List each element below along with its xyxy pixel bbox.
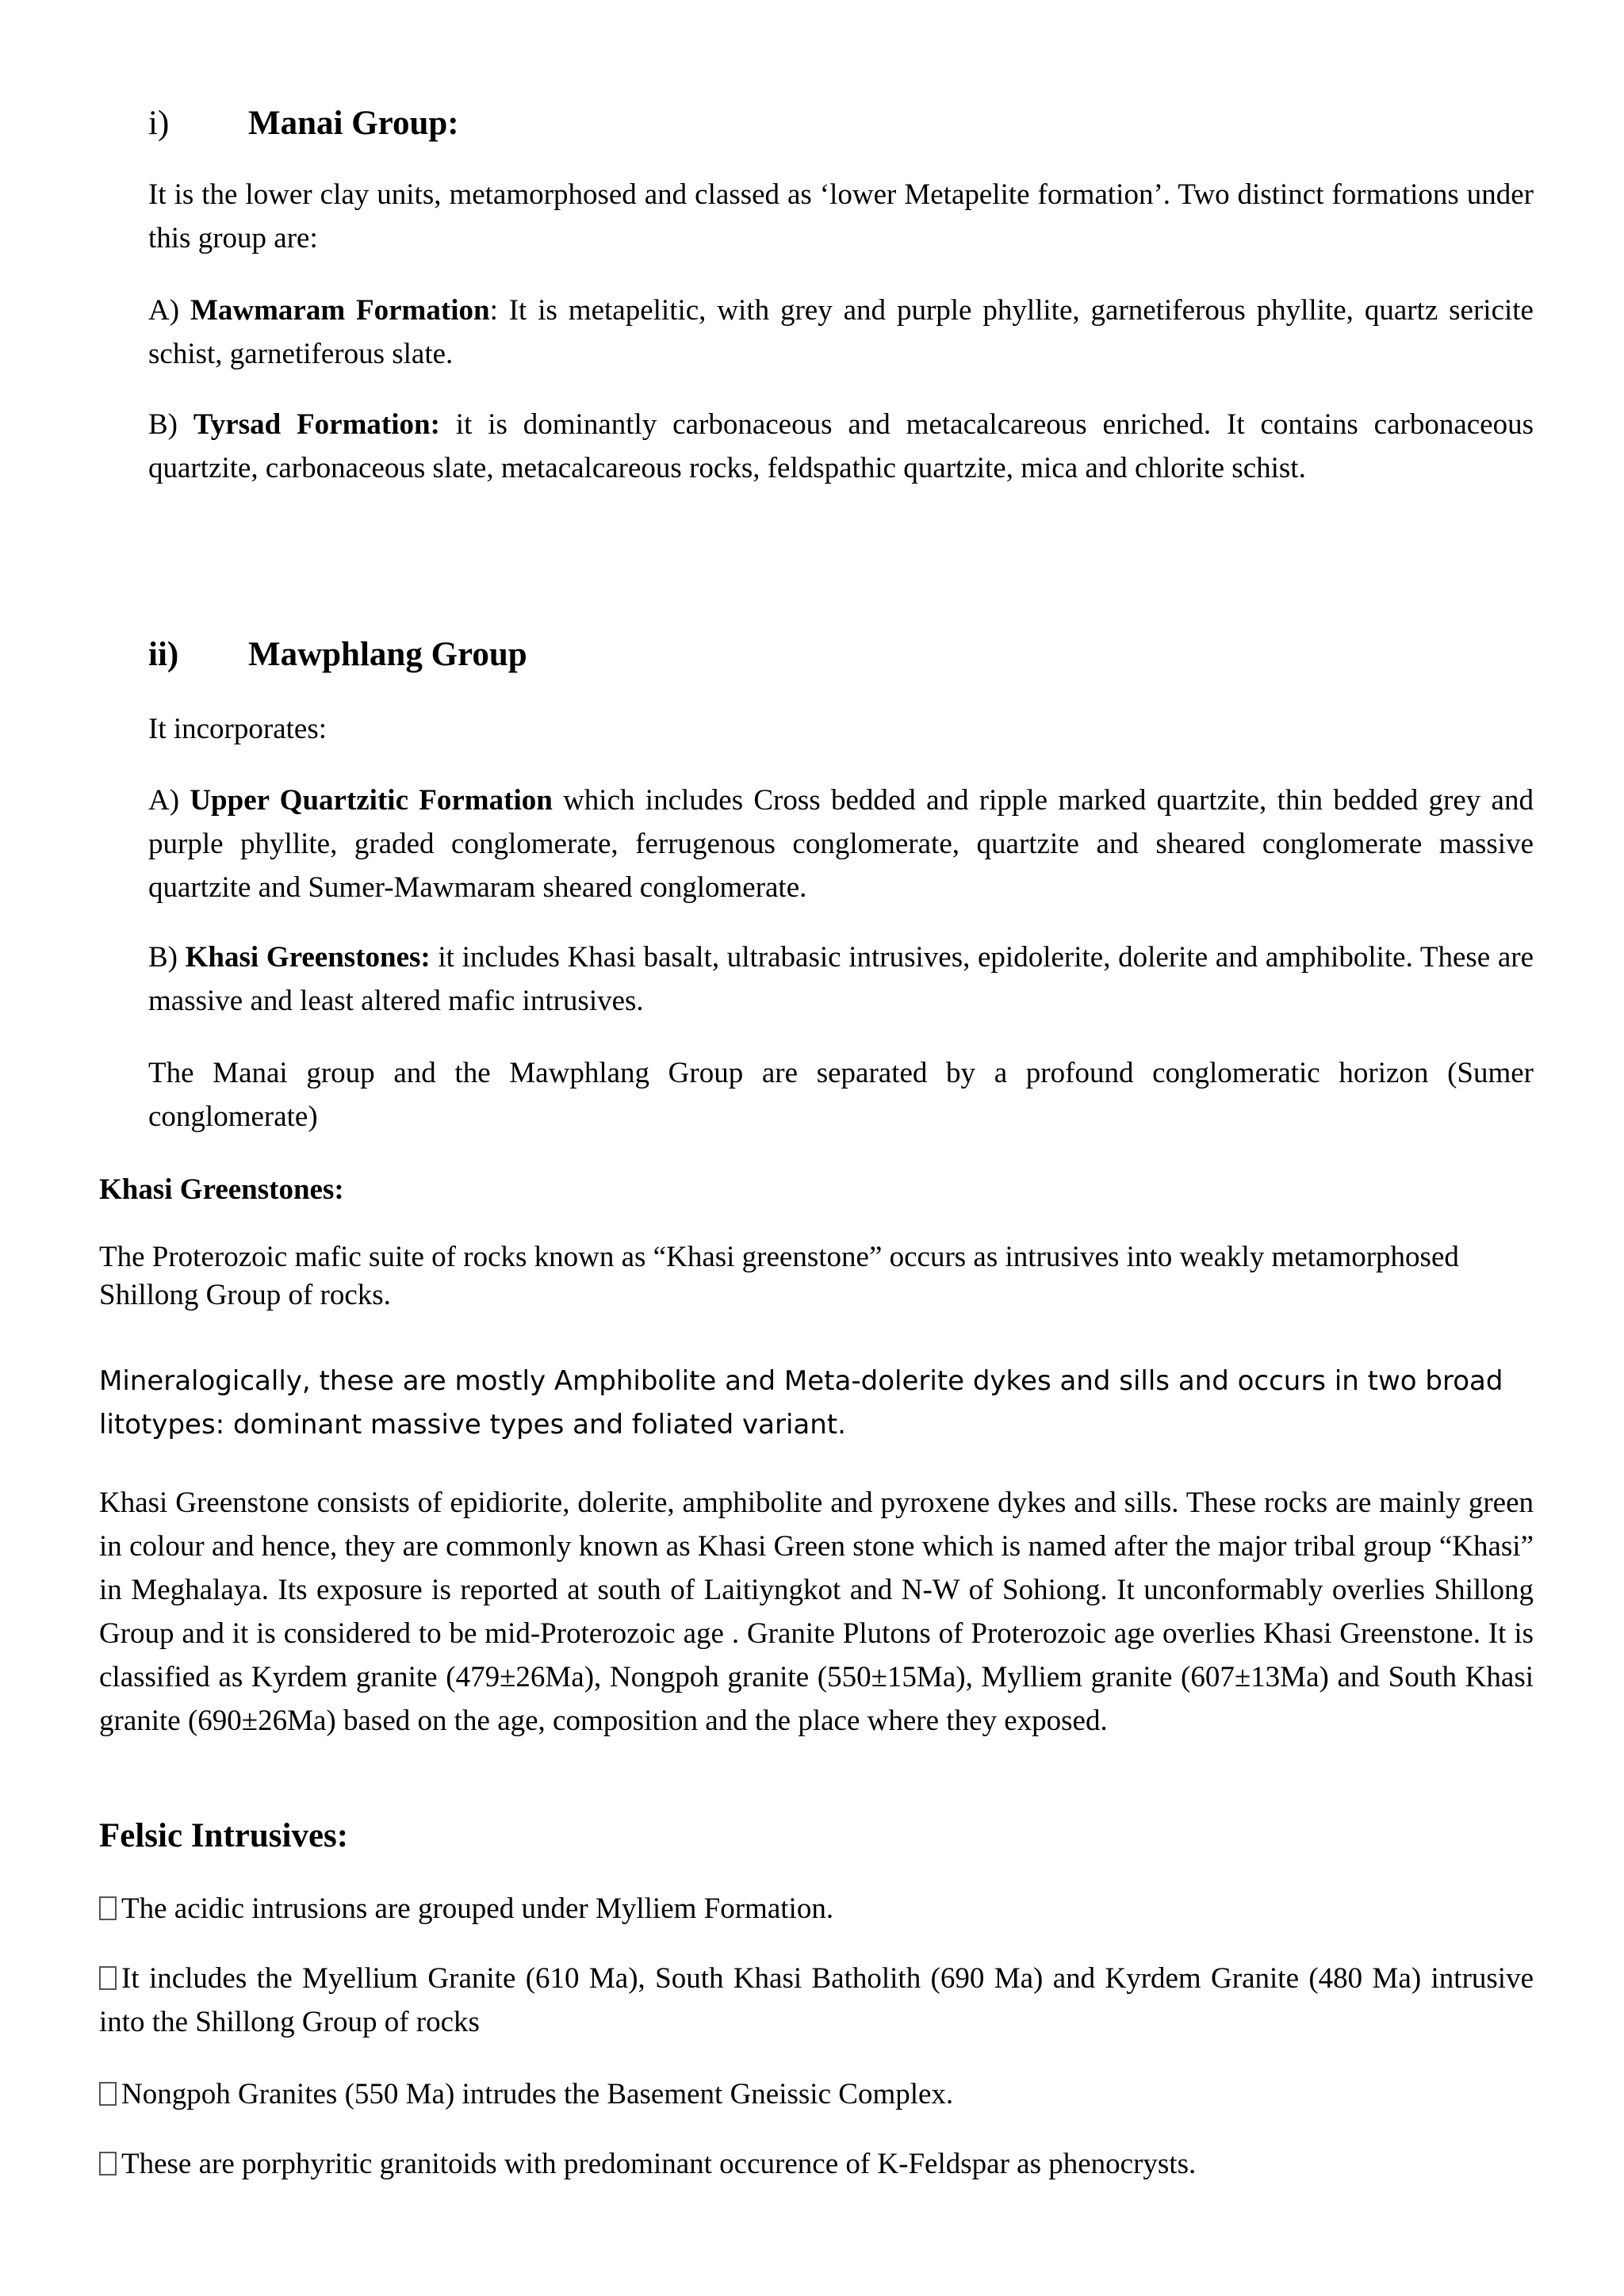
felsic-bullet-text: The acidic intrusions are grouped under Mylliem Formation. [121,1892,834,1925]
tyrsad-prefix: B) [148,408,193,441]
upper-quartzitic-paragraph [148,779,1534,909]
manai-heading-title: Manai Group: [248,105,459,142]
khasi-section-heading: Khasi Greenstones: [99,1173,344,1206]
khasi-greenstones-term: Khasi Greenstones: [185,941,431,974]
khasi-paragraph-1: The Proterozoic mafic suite of rocks known as “Khasi greenstone” occurs as intrusives into weakly metamorphosed Shillong Group of rocks. [99,1241,1459,1311]
khasi-paragraph-3: Khasi Greenstone consists of epidiorite, dolerite, amphibolite and pyroxene dykes and sills. These rocks are mainly green in colour and hence, they are commonly known as Khasi Green stone which is named after the major tribal group “Khasi” in Meghalaya. Its exposure is reported at south of Laitiyngkot and N-W of Sohiong. It unconformably overlies Shillong Group and it is considered to be mid-Proterozoic age . Granite Plutons of Proterozoic age overlies Khasi Greenstone. It is classified as Kyrdem granite (479±26Ma), Nongpoh granite (550±15Ma), Mylliem granite (607±13Ma) and South Khasi granite (690±26Ma) based on the age, composition and the place where they exposed. [99,1487,1534,1737]
mawphlang-heading-number: ii) [148,636,179,673]
mawmaram-formation-term: Mawmaram Formation [190,294,490,327]
missing-glyph-icon [99,2152,117,2175]
missing-glyph-icon [99,1896,117,1920]
upper-quartzitic-text: which includes Cross bedded and ripple marked quartzite, thin bedded grey and purple phyllite, graded conglomerate, ferrugenous conglomerate, quartzite and sheared conglomerate massive quartzite and Sumer-Mawmaram sheared conglomerate. [148,784,1534,904]
missing-glyph-icon [99,2082,117,2106]
manai-intro: It is the lower clay units, metamorphosed and classed as ‘lower Metapelite formation’. Two distinct formations under this group are: [148,178,1534,254]
felsic-bullet-text: Nongpoh Granites (550 Ma) intrudes the Basement Gneissic Complex. [121,2078,954,2110]
mawmaram-prefix: A) [148,294,190,327]
khasi-greenstones-paragraph [148,936,1534,1023]
missing-glyph-icon [99,1966,117,1990]
mawphlang-heading [148,634,1534,675]
felsic-bullet-text: These are porphyritic granitoids with predominant occurence of K-Feldspar as phenocrysts. [121,2148,1197,2180]
tyrsad-formation-term: Tyrsad Formation: [193,408,440,441]
mawmaram-formation-text: : It is metapelitic, with grey and purple phyllite, garnetiferous phyllite, quartz sericite schist, garnetiferous slate. [148,294,1534,370]
khasi-greenstones-prefix: B) [148,941,186,974]
upper-quartzitic-term: Upper Quartzitic Formation [190,784,553,817]
mawphlang-heading-title: Mawphlang Group [248,636,527,673]
felsic-heading: Felsic Intrusives: [99,1817,349,1854]
mawphlang-closing: The Manai group and the Mawphlang Group are separated by a profound conglomeratic horizon (Sumer conglomerate) [148,1057,1534,1133]
khasi-greenstones-text: it includes Khasi basalt, ultrabasic intrusives, epidolerite, dolerite and amphibolite. These are massive and least altered mafic intrusives. [148,941,1534,1017]
mawphlang-intro: It incorporates: [148,713,327,745]
manai-heading [148,103,1534,144]
manai-heading-number: i) [148,105,170,142]
khasi-paragraph-2: Mineralogically, these are mostly Amphibolite and Meta-dolerite dykes and sills and occurs in two broad litotypes: dominant massive types and foliated variant. [99,1365,1503,1441]
felsic-bullet [99,2072,1534,2116]
felsic-bullet [99,1957,1534,2044]
tyrsad-formation-paragraph [148,403,1534,490]
felsic-bullet-text: It includes the Myellium Granite (610 Ma), South Khasi Batholith (690 Ma) and Kyrdem Granite (480 Ma) intrusive into the Shillong Group of rocks [99,1962,1534,2038]
upper-quartzitic-prefix: A) [148,784,190,817]
tyrsad-formation-text: it is dominantly carbonaceous and metacalcareous enriched. It contains carbonaceous quartzite, carbonaceous slate, metacalcareous rocks, feldspathic quartzite, mica and chlorite schist. [148,408,1534,484]
felsic-bullet [99,2142,1534,2186]
felsic-bullet [99,1887,1534,1931]
mawmaram-formation-paragraph [148,289,1534,376]
